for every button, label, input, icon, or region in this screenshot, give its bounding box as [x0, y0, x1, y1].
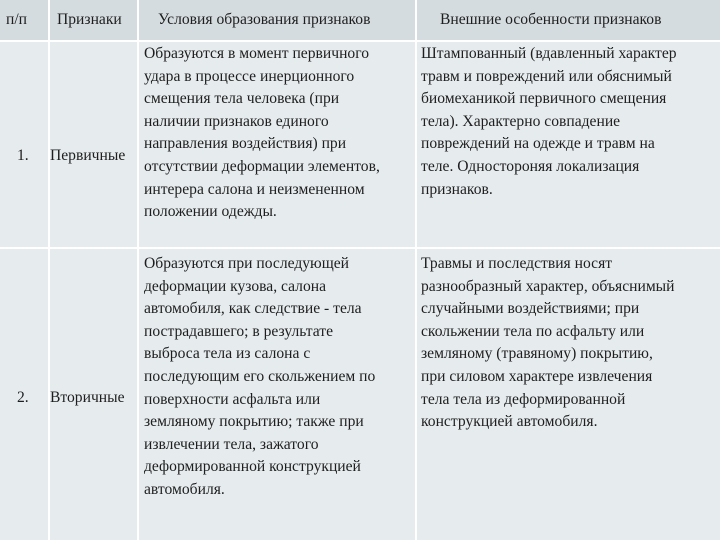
- text-line: Штампованный (вдавленный характер: [421, 45, 677, 62]
- row-conditions: [144, 253, 375, 502]
- row-divider: [0, 247, 720, 249]
- text-line: удара в процессе инерционного: [144, 67, 355, 85]
- text-line: скольжении тела по асфальту или: [421, 322, 645, 340]
- text-line: тела). Характерно совпадение: [421, 112, 621, 130]
- text-line: деформации кузова, салона: [144, 277, 327, 295]
- text-line: конструкцией автомобиля.: [421, 413, 598, 431]
- text-line: последующим его скольжением по: [144, 367, 376, 385]
- column-divider: [137, 0, 139, 540]
- column-divider: [48, 0, 50, 540]
- text-line: повреждений на одежде и травм на: [421, 135, 655, 153]
- text-line: смещения тела человека (при: [144, 90, 340, 108]
- text-line: Образуются при последующей: [144, 255, 349, 272]
- header-sign: Признаки: [57, 11, 122, 28]
- text-line: тела тела из деформированной: [421, 390, 626, 408]
- text-line: поверхности асфальта или: [144, 390, 321, 408]
- text-line: автомобиля.: [144, 480, 225, 498]
- text-line: деформированной конструкцией: [144, 458, 361, 476]
- row-features: [421, 253, 675, 434]
- text-line: наличии признаков единого: [144, 112, 329, 130]
- text-line: при силовом характере извлечения: [421, 367, 653, 385]
- text-line: теле. Одностороняя локализация: [421, 157, 640, 175]
- row-number: 2.: [17, 389, 29, 406]
- row-features: [421, 43, 677, 201]
- text-line: направления воздействия) при: [144, 135, 347, 153]
- text-line: травм и повреждений или обяснимый: [421, 67, 672, 85]
- row-number: 1.: [17, 147, 29, 164]
- text-line: случайными воздействиями; при: [421, 300, 640, 318]
- text-line: признаков.: [421, 180, 493, 198]
- text-line: пострадавшего; в результате: [144, 322, 334, 340]
- text-line: интерера салона и неизмененном: [144, 180, 365, 198]
- text-line: земляному (травяному) покрытию,: [421, 345, 653, 363]
- row-divider: [0, 40, 720, 42]
- row-sign: Первичные: [50, 147, 126, 164]
- text-line: земляному покрытию; также при: [144, 413, 364, 431]
- column-divider: [415, 0, 417, 540]
- text-line: автомобиля, как следствие - тела: [144, 300, 362, 318]
- header-conditions: Условия образования признаков: [158, 11, 371, 28]
- text-line: положении одежды.: [144, 203, 277, 221]
- header-number: п/п: [6, 11, 28, 28]
- text-line: Образуются в момент первичного: [144, 45, 370, 62]
- text-line: разнообразный характер, объяснимый: [421, 277, 675, 295]
- text-line: выброса тела из салона с: [144, 345, 311, 363]
- text-line: биомеханикой первичного смещения: [421, 90, 667, 108]
- row-conditions: [144, 43, 380, 224]
- row-sign: Вторичные: [50, 389, 125, 406]
- text-line: извлечении тела, зажатого: [144, 435, 319, 453]
- text-line: Травмы и последствия носят: [421, 255, 613, 272]
- header-features: Внешние особенности признаков: [440, 11, 662, 28]
- text-line: отсутствии деформации элементов,: [144, 157, 380, 175]
